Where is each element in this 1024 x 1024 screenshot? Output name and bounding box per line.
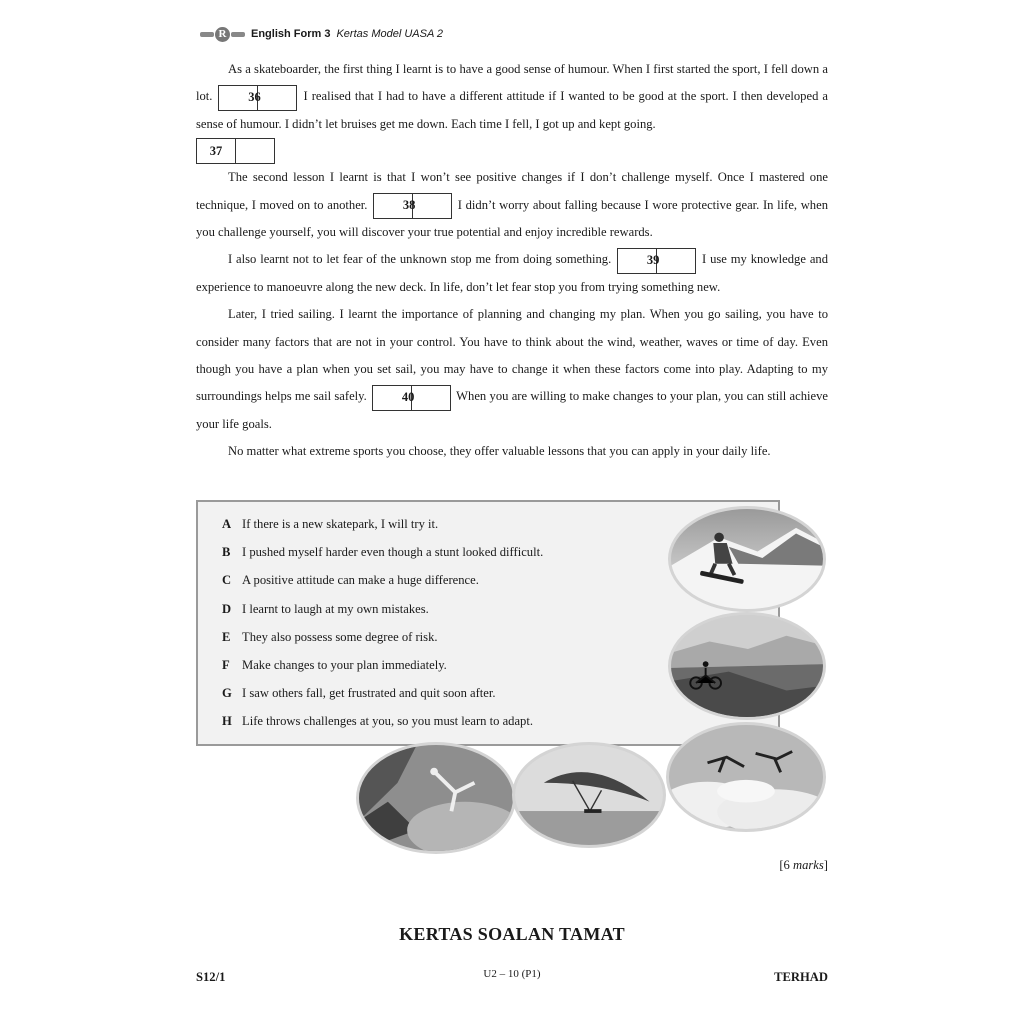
option-c: C A positive attitude can make a huge difference. xyxy=(222,573,479,588)
cliff-diver-photo xyxy=(356,742,516,854)
paragraph-3: I also learnt not to let fear of the unknown stop me from doing something. 39 I use my knowledge and experience to manoeuvre along the new deck. In life, don’t let fear stop you from trying something new. xyxy=(196,246,828,301)
paragraph-1: As a skateboarder, the first thing I learnt is to have a good sense of humour. When I first started the sport, I fell down a lot. 36 I realised that I had to have a different attitude if I wanted to be good at the sport. I then developed a sense of humour. I didn’t let bruises get me down. Each time I fell, I got up and kept going. xyxy=(196,62,828,131)
footer-code: S12/1 xyxy=(196,970,226,984)
hang-glider-photo xyxy=(512,742,666,848)
answer-box-37[interactable]: 37 xyxy=(196,138,275,164)
paragraph-5: No matter what extreme sports you choose, they offer valuable lessons that you can apply in your daily life. xyxy=(228,444,771,459)
option-e: E They also possess some degree of risk. xyxy=(222,629,438,644)
option-b: B I pushed myself harder even though a stunt looked difficult. xyxy=(222,545,544,560)
option-h: H Life throws challenges at you, so you must learn to adapt. xyxy=(222,714,533,729)
mountain-biker-photo xyxy=(668,612,826,720)
answer-input-39[interactable] xyxy=(657,249,695,273)
answer-box-40[interactable]: 40 xyxy=(372,385,451,411)
skydivers-photo xyxy=(666,722,826,832)
paragraph-4: Later, I tried sailing. I learnt the importance of planning and changing my plan. When you go sailing, you have to consider many factors that are not in your control. You have to think about the wind, weather, waves or time of day. Even though you have a plan when you set sail, you may have to change it when these factors come into play. Adapting to my surroundings helps me sail safely. 40 When you are willing to make changes to your plan, you can still achieve your life goals. xyxy=(196,307,828,431)
marks-label: [6 marks] xyxy=(779,858,828,872)
option-a: A If there is a new skatepark, I will try it. xyxy=(222,517,439,531)
footer-page-number: U2 – 10 (P1) xyxy=(483,968,541,980)
page-header xyxy=(200,26,443,42)
answer-box-38[interactable]: 38 xyxy=(373,193,452,219)
reading-passage xyxy=(196,56,828,466)
end-of-paper-title: KERTAS SOALAN TAMAT xyxy=(399,924,625,944)
answer-row-37 xyxy=(196,138,828,164)
paper-title: Kertas Model UASA 2 xyxy=(336,28,444,40)
answer-input-37[interactable] xyxy=(236,139,274,163)
option-d: D I learnt to laugh at my own mistakes. xyxy=(222,601,429,616)
answer-input-38[interactable] xyxy=(413,194,451,218)
answer-box-36[interactable]: 36 xyxy=(218,85,297,111)
paragraph-2: The second lesson I learnt is that I won’t see positive changes if I don’t challenge myself. Once I mastered one technique, I moved on to another. 38 I didn’t worry about falling because I wore protective gear. In life, when you challenge yourself, you will discover your true potential and enjoy incredible rewards. xyxy=(196,170,828,240)
answer-input-36[interactable] xyxy=(258,86,296,110)
option-f: F Make changes to your plan immediately. xyxy=(222,657,447,672)
snowboarder-photo xyxy=(668,506,826,612)
subject-title: English Form 3 xyxy=(251,28,331,40)
footer-classification: TERHAD xyxy=(774,970,828,984)
publisher-logo: R xyxy=(200,27,245,42)
option-g: G I saw others fall, get frustrated and quit soon after. xyxy=(222,686,496,701)
answer-box-39[interactable]: 39 xyxy=(617,248,696,274)
answer-input-40[interactable] xyxy=(412,386,450,410)
